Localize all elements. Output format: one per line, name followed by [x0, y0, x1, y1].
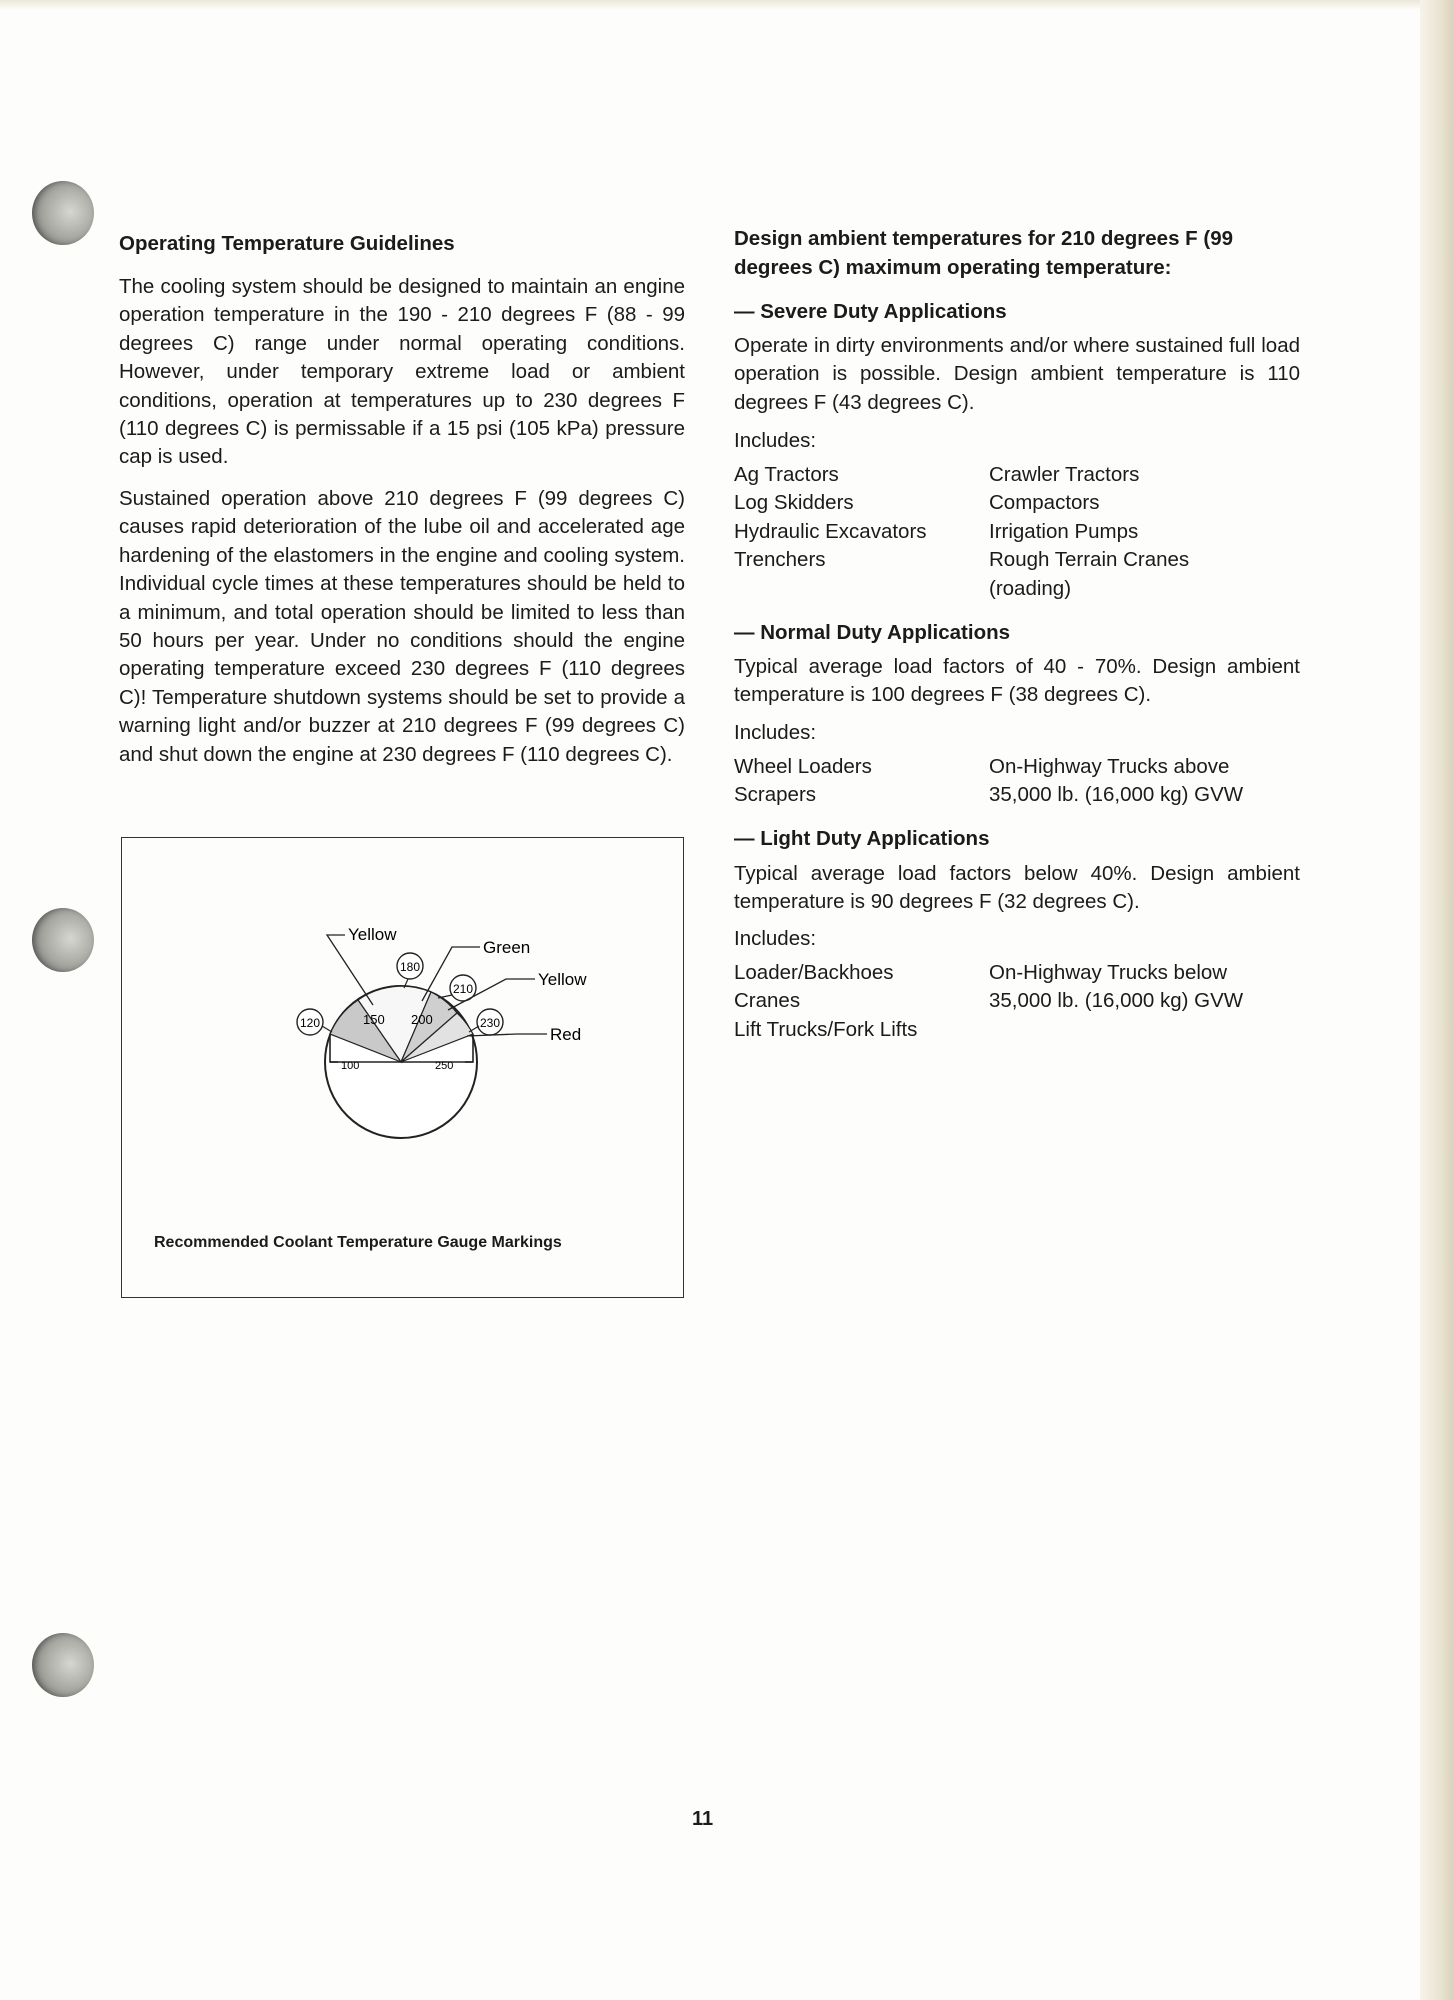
callout-leader-120 [322, 1026, 332, 1032]
list-item: Compactors [989, 491, 1100, 515]
severe-includes-label: Includes: [734, 429, 817, 452]
leader-red [467, 1034, 547, 1036]
list-item: (roading) [989, 576, 1072, 600]
paragraph-cooling-system: The cooling system should be designed to maintain an engine operation temperature in the 190 - 210 degrees F (88 - 99 degrees C) range under normal operating conditions. However, under temporary extreme load or ambient conditions, operation at temperatures up to 230 degrees F (110 degrees C) is permissable if a 15 psi (105 kPa) pressure cap is used. [119, 275, 685, 469]
list-item: Wheel Loaders [734, 755, 872, 778]
scale-label-150: 150 [363, 1012, 385, 1027]
list-item: On-Highway Trucks above [989, 755, 1230, 778]
list-item: Cranes [734, 989, 801, 1013]
callout-210: 210 [452, 982, 474, 996]
list-item: 35,000 lb. (16,000 kg) GVW [989, 989, 1244, 1013]
light-includes-label: Includes: [734, 927, 817, 950]
gauge-diagram [122, 838, 682, 1228]
light-duty-heading: — Light Duty Applications [734, 827, 990, 850]
list-item: Rough Terrain Cranes [989, 548, 1190, 572]
paragraph-sustained-operation: Sustained operation above 210 degrees F (99 degrees C) causes rapid deterioration of the lube oil and accelerated age hardening of the elastomers in the engine and cooling system. Individual cycle times at these temperatures should be held to a minimum, and total operation should be limited to less than 50 hours per year. Under no conditions should the engine operating temperature exceed 230 degrees F (110 degrees C)! Temperature shutdown systems should be set to provide a warning light and/or buzzer at 210 degrees F (99 degrees C) and shut down the engine at 230 degrees F (110 degrees C). [119, 487, 685, 766]
light-duty-description: Typical average load factors below 40%. Design ambient temperature is 90 degrees F (32 degrees C). [734, 862, 1300, 914]
scale-label-200: 200 [411, 1012, 433, 1027]
label-yellow-left: Yellow [348, 925, 397, 944]
severe-duty-description: Operate in dirty environments and/or where sustained full load operation is possible. Design ambient temperature is 110 degrees F (43 degrees C). [734, 334, 1300, 414]
page-number: 11 [692, 1808, 714, 1830]
label-green: Green [483, 938, 531, 957]
scale-label-100: 100 [341, 1060, 360, 1072]
normal-duty-heading: — Normal Duty Applications [734, 621, 1011, 644]
leader-yellow-left [327, 935, 373, 1005]
binder-hole-bottom [32, 1633, 94, 1697]
list-item: Scrapers [734, 783, 817, 807]
callout-180: 180 [399, 960, 421, 974]
page-top-edge [0, 0, 1454, 10]
list-item: Ag Tractors [734, 463, 839, 486]
normal-duty-description: Typical average load factors of 40 - 70%. Design ambient temperature is 100 degrees F (38 degrees C). [734, 655, 1300, 707]
callout-230: 230 [479, 1016, 501, 1030]
right-heading-line-1: Design ambient temperatures for 210 degrees F (99 [734, 227, 1234, 250]
normal-includes-label: Includes: [734, 721, 817, 744]
binder-hole-top [32, 181, 94, 245]
right-heading-line-2: degrees C) maximum operating temperature: [734, 256, 1172, 279]
list-item: Irrigation Pumps [989, 519, 1139, 543]
list-item: Lift Trucks/Fork Lifts [734, 1017, 918, 1041]
section-heading-operating-temperature: Operating Temperature Guidelines [119, 232, 455, 255]
list-item: 35,000 lb. (16,000 kg) GVW [989, 783, 1244, 807]
callout-120: 120 [299, 1016, 321, 1030]
list-item: Hydraulic Excavators [734, 519, 927, 543]
page-right-edge [1420, 0, 1454, 2000]
list-item: Crawler Tractors [989, 463, 1140, 486]
figure-caption: Recommended Coolant Temperature Gauge Markings [154, 1234, 562, 1251]
binder-hole-middle [32, 908, 94, 972]
list-item: On-Highway Trucks below [989, 961, 1228, 984]
scale-label-250: 250 [435, 1060, 454, 1072]
label-red: Red [550, 1025, 582, 1044]
figure-coolant-gauge [121, 837, 684, 1298]
label-yellow-right: Yellow [538, 970, 587, 989]
severe-duty-heading: — Severe Duty Applications [734, 300, 1007, 323]
list-item: Trenchers [734, 548, 826, 572]
list-item: Log Skidders [734, 491, 854, 515]
list-item: Loader/Backhoes [734, 961, 894, 984]
